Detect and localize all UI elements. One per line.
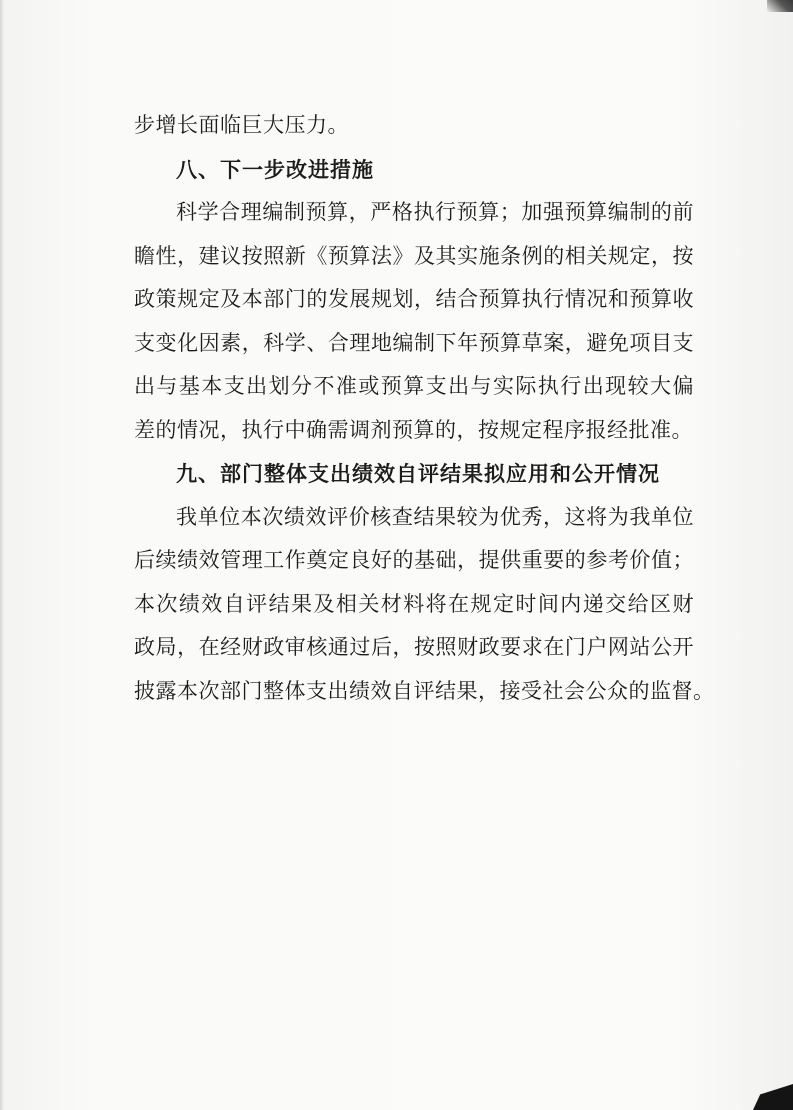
scan-shadow-left — [0, 0, 4, 1110]
paragraph-line: 本次绩效自评结果及相关材料将在规定时间内递交给区财 — [134, 591, 694, 616]
scan-corner-bottom-right — [753, 1084, 793, 1110]
paragraph-line: 瞻性，建议按照新《预算法》及其实施条例的相关规定，按 — [134, 243, 694, 268]
paragraph-line: 差的情况，执行中确需调剂预算的，按规定程序报经批准。 — [134, 417, 693, 442]
paragraph-line: 我单位本次绩效评价核查结果较为优秀，这将为我单位 — [176, 504, 694, 529]
paragraph-line: 披露本次部门整体支出绩效自评结果，接受社会公众的监督。 — [134, 678, 715, 703]
paragraph-line: 后续绩效管理工作奠定良好的基础，提供重要的参考价值； — [134, 548, 694, 572]
paragraph-line-continuation: 步增长面临巨大压力。 — [134, 113, 349, 137]
section-heading-8: 八、下一步改进措施 — [176, 156, 374, 182]
paragraph-line: 支变化因素，科学、合理地编制下年预算草案，避免项目支 — [134, 330, 694, 355]
scan-corner-top-right — [767, 0, 793, 12]
document-body — [134, 104, 715, 713]
paragraph-line: 科学合理编制预算，严格执行预算；加强预算编制的前 — [176, 200, 694, 224]
section-heading-9: 九、部门整体支出绩效自评结果拟应用和公开情况 — [176, 461, 660, 486]
paragraph-line: 政局，在经财政审核通过后，按照财政要求在门户网站公开 — [134, 635, 694, 659]
paragraph-line: 政策规定及本部门的发展规划，结合预算执行情况和预算收 — [134, 287, 694, 311]
paragraph-line: 出与基本支出划分不准或预算支出与实际执行出现较大偏 — [134, 374, 694, 398]
